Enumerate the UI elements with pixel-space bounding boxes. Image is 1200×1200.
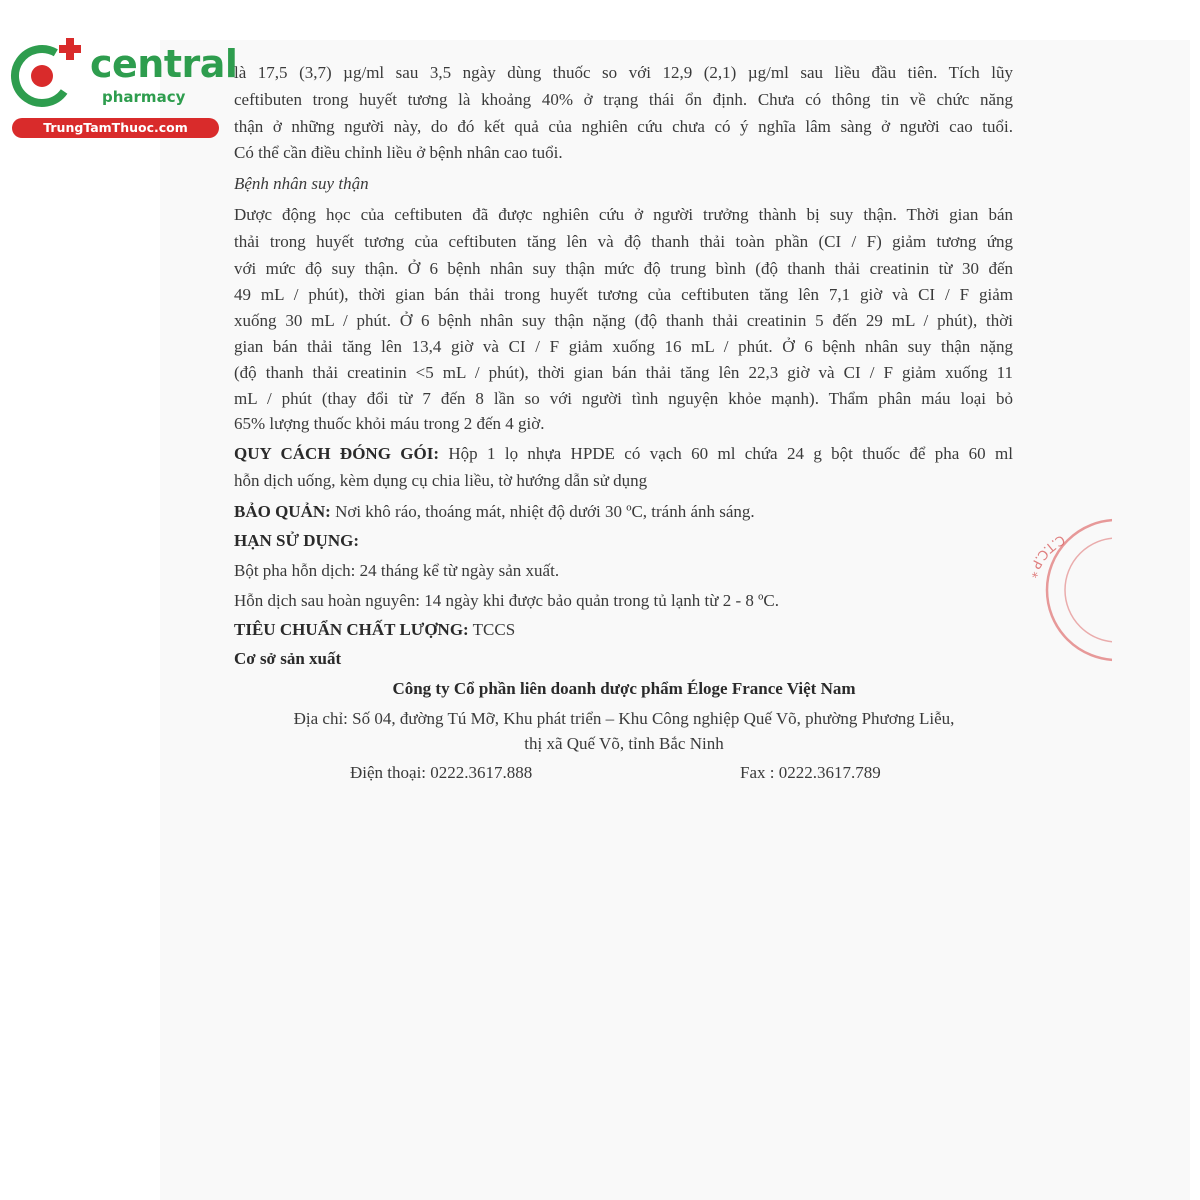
storage-text: Nơi khô ráo, thoáng mát, nhiệt độ dưới 30 ºC, tránh ánh sáng. xyxy=(330,502,755,521)
manufacturer-company: Công ty Cổ phần liên doanh dược phẩm Éloge France Việt Nam xyxy=(392,679,856,698)
packaging-text: Hộp 1 lọ nhựa HPDE có vạch 60 ml chứa 24 g bột thuốc để pha 60 ml xyxy=(439,444,1013,463)
packaging-label: QUY CÁCH ĐÓNG GÓI: xyxy=(234,444,439,463)
text-line: ceftibuten trong huyết tương là khoảng 40% ở trạng thái ổn định. Chưa có thông tin về chức năng xyxy=(234,90,1013,109)
text-line: xuống 30 mL / phút. Ở 6 bệnh nhân suy thận nặng (độ thanh thải creatinin 5 đến 29 mL / phút), thời xyxy=(234,311,1013,330)
section-subheading: Bệnh nhân suy thận xyxy=(234,174,369,193)
shelf-life-heading: HẠN SỬ DỤNG: xyxy=(234,531,359,550)
shelf-life-suspension: Hỗn dịch sau hoàn nguyên: 14 ngày khi được bảo quản trong tủ lạnh từ 2 - 8 ºC. xyxy=(234,591,779,610)
storage-label: BẢO QUẢN: xyxy=(234,502,331,521)
manufacturer-phone: Điện thoại: 0222.3617.888 xyxy=(350,763,533,782)
text-line: Có thể cần điều chỉnh liều ở bệnh nhân cao tuổi. xyxy=(234,143,563,162)
seal-text: C.T.C. xyxy=(1032,531,1068,566)
text-line: mL / phút (thay đổi từ 7 đến 8 lần so với người tình nguyện khỏe mạnh). Thẩm phân máu loại bỏ xyxy=(234,389,1013,408)
quality-line xyxy=(234,619,515,641)
text-line: thải trong huyết tương của ceftibuten tăng lên và độ thanh thải toàn phần (CI / F) giảm tương ứng xyxy=(234,232,1013,251)
text-line: (độ thanh thải creatinin <5 mL / phút), thời gian bán thải tăng lên 22,3 giờ và CI / F giảm xuống 11 xyxy=(234,363,1013,382)
text-line: là 17,5 (3,7) µg/ml sau 3,5 ngày dùng thuốc so với 12,9 (2,1) µg/ml sau liều đầu tiên. Tích lũy xyxy=(234,63,1013,82)
company-seal xyxy=(1032,515,1112,665)
central-pharmacy-logo xyxy=(10,38,238,138)
quality-label: TIÊU CHUẨN CHẤT LƯỢNG: xyxy=(234,620,469,639)
logo-website-bar: TrungTamThuoc.com xyxy=(12,118,219,138)
manufacturer-heading: Cơ sở sản xuất xyxy=(234,649,342,668)
text-line: Dược động học của ceftibuten đã được nghiên cứu ở người trưởng thành bị suy thận. Thời gian bán xyxy=(234,205,1013,224)
manufacturer-address-2: thị xã Quế Võ, tỉnh Bắc Ninh xyxy=(524,734,724,753)
logo-subtitle: pharmacy xyxy=(102,88,186,106)
logo-mark-icon xyxy=(10,38,90,116)
shelf-life-powder: Bột pha hỗn dịch: 24 tháng kể từ ngày sản xuất. xyxy=(234,561,560,580)
text-line: 49 mL / phút), thời gian bán thải trong huyết tương của ceftibuten tăng lên 7,1 giờ và CI / F giảm xyxy=(234,285,1013,304)
packaging-line-2: hỗn dịch uống, kèm dụng cụ chia liều, tờ hướng dẫn sử dụng xyxy=(234,471,648,490)
quality-text: TCCS xyxy=(468,620,516,639)
manufacturer-address-1: Địa chỉ: Số 04, đường Tú Mỡ, Khu phát triển – Khu Công nghiệp Quế Võ, phường Phương Liễu, xyxy=(293,709,955,728)
storage-line xyxy=(234,501,755,523)
text-line: thận ở những người này, do đó kết quả của nghiên cứu chưa có ý nghĩa lâm sàng ở người cao tuổi. xyxy=(234,117,1013,136)
packaging-line xyxy=(234,443,1013,465)
text-line: 65% lượng thuốc khỏi máu trong 2 đến 4 giờ. xyxy=(234,414,545,433)
manufacturer-fax: Fax : 0222.3617.789 xyxy=(740,763,881,782)
text-line: với mức độ suy thận. Ở 6 bệnh nhân suy thận mức độ trung bình (độ thanh thải creatinin từ 30 đến xyxy=(234,259,1013,278)
logo-name: central xyxy=(90,42,238,86)
text-line: gian bán thải tăng lên 13,4 giờ và CI / F giảm xuống 16 mL / phút. Ở 6 bệnh nhân suy thận nặng xyxy=(234,337,1013,356)
seal-stamp-icon xyxy=(1032,515,1112,665)
